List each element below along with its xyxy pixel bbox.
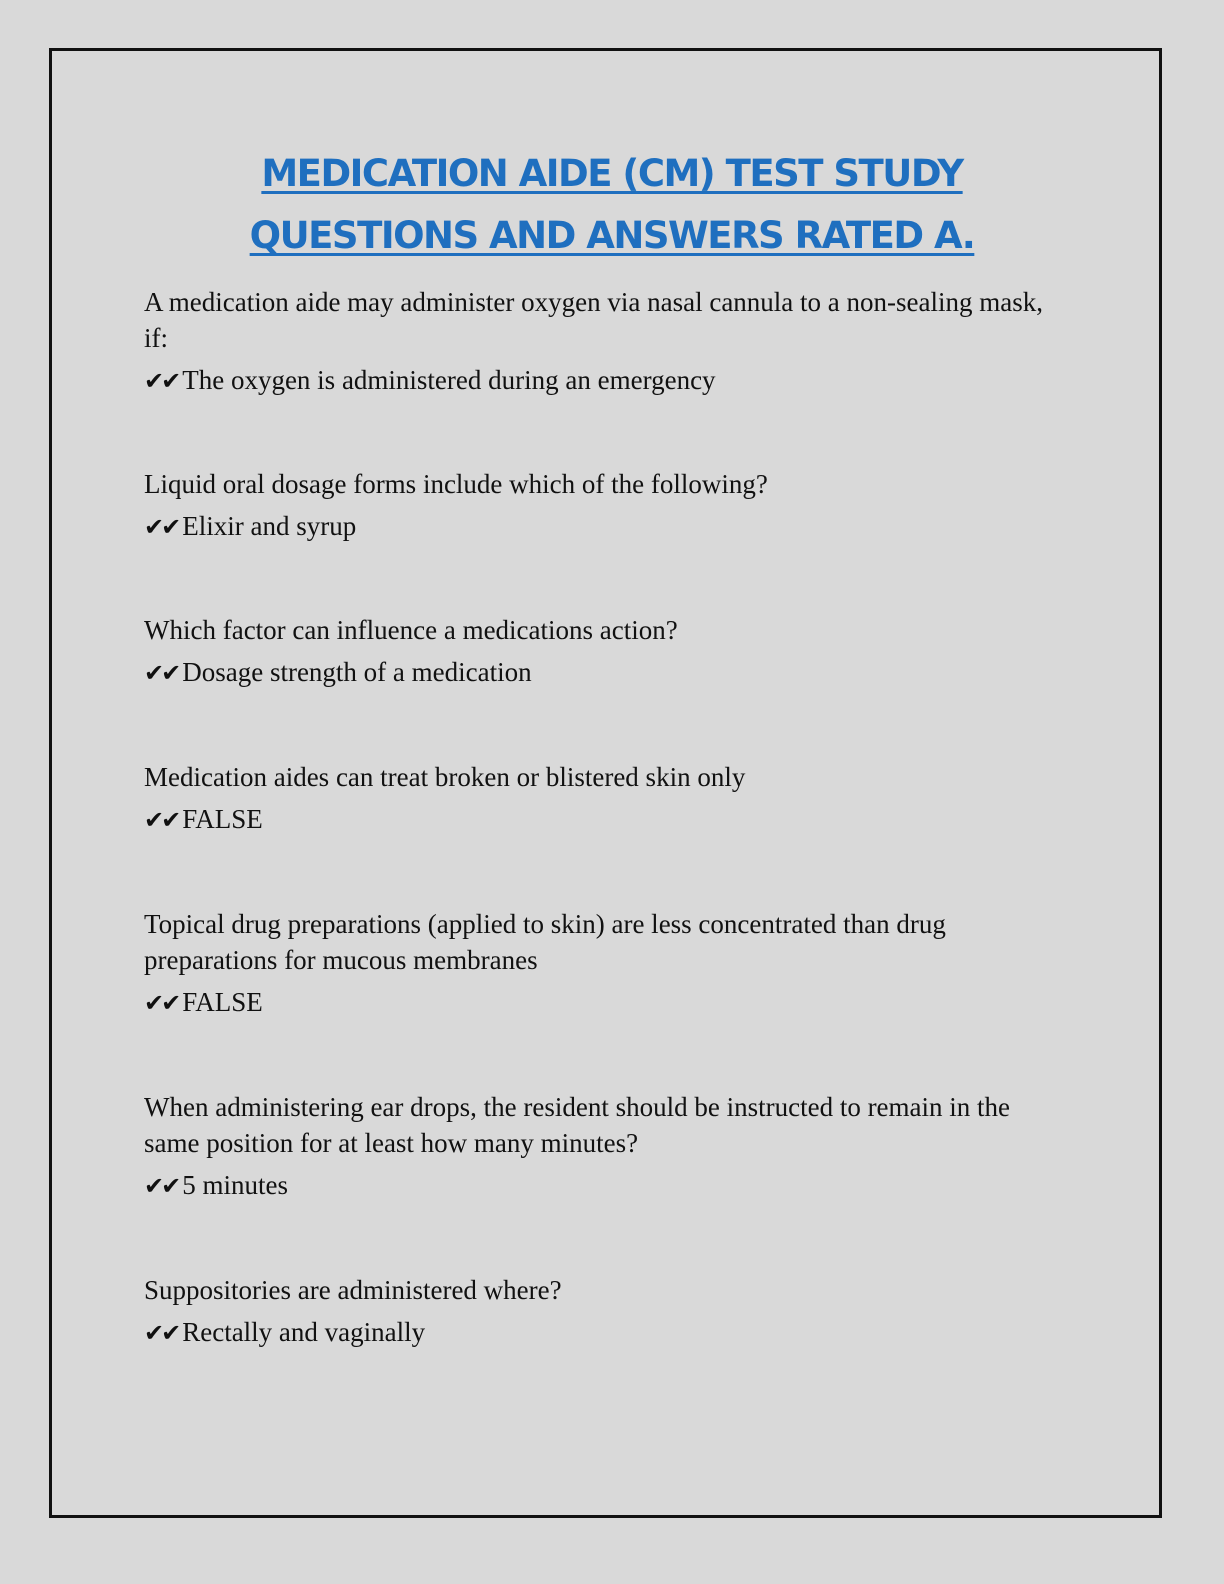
- qa-item: [144, 906, 1044, 1021]
- double-check-icon: ✔✔: [144, 1172, 179, 1200]
- question-text: A medication aide may administer oxygen via nasal cannula to a non-sealing mask, if:: [144, 287, 1043, 353]
- answer-line: [144, 801, 1044, 838]
- answer-text: The oxygen is administered during an emergency: [182, 365, 716, 395]
- double-check-icon: ✔✔: [144, 659, 179, 687]
- qa-item: [144, 466, 1044, 545]
- answer-text: Dosage strength of a medication: [182, 657, 532, 687]
- answer-line: [144, 508, 1044, 545]
- question-text: Which factor can influence a medications action?: [144, 615, 678, 645]
- answer-line: [144, 654, 1044, 691]
- double-check-icon: ✔✔: [144, 1319, 179, 1347]
- answer-line: [144, 1167, 1044, 1204]
- qa-item: [144, 759, 1044, 838]
- qa-item: [144, 284, 1044, 399]
- question-text: Topical drug preparations (applied to skin) are less concentrated than drug preparations for mucous membranes: [144, 909, 946, 975]
- qa-item: [144, 1089, 1044, 1204]
- answer-text: Elixir and syrup: [182, 511, 357, 541]
- question-text: Medication aides can treat broken or blistered skin only: [144, 762, 746, 792]
- title-line-1: MEDICATION AIDE (CM) TEST STUDY: [261, 152, 963, 195]
- title-line-2: QUESTIONS AND ANSWERS RATED A.: [249, 214, 975, 257]
- double-check-icon: ✔✔: [144, 806, 179, 834]
- double-check-icon: ✔✔: [144, 513, 179, 541]
- answer-line: [144, 984, 1044, 1021]
- answer-line: [144, 362, 1044, 399]
- answer-text: Rectally and vaginally: [182, 1317, 426, 1347]
- double-check-icon: ✔✔: [144, 989, 179, 1017]
- qa-item: [144, 1272, 1044, 1351]
- qa-item: [144, 612, 1044, 691]
- question-text: When administering ear drops, the resident should be instructed to remain in the same position for at least how many minutes?: [144, 1092, 1011, 1158]
- answer-line: [144, 1314, 1044, 1351]
- document-title: [0, 143, 1224, 267]
- answer-text: FALSE: [182, 804, 263, 834]
- double-check-icon: ✔✔: [144, 367, 179, 395]
- answer-text: 5 minutes: [182, 1170, 288, 1200]
- answer-text: FALSE: [182, 987, 263, 1017]
- question-text: Suppositories are administered where?: [144, 1275, 562, 1305]
- question-text: Liquid oral dosage forms include which of the following?: [144, 469, 768, 499]
